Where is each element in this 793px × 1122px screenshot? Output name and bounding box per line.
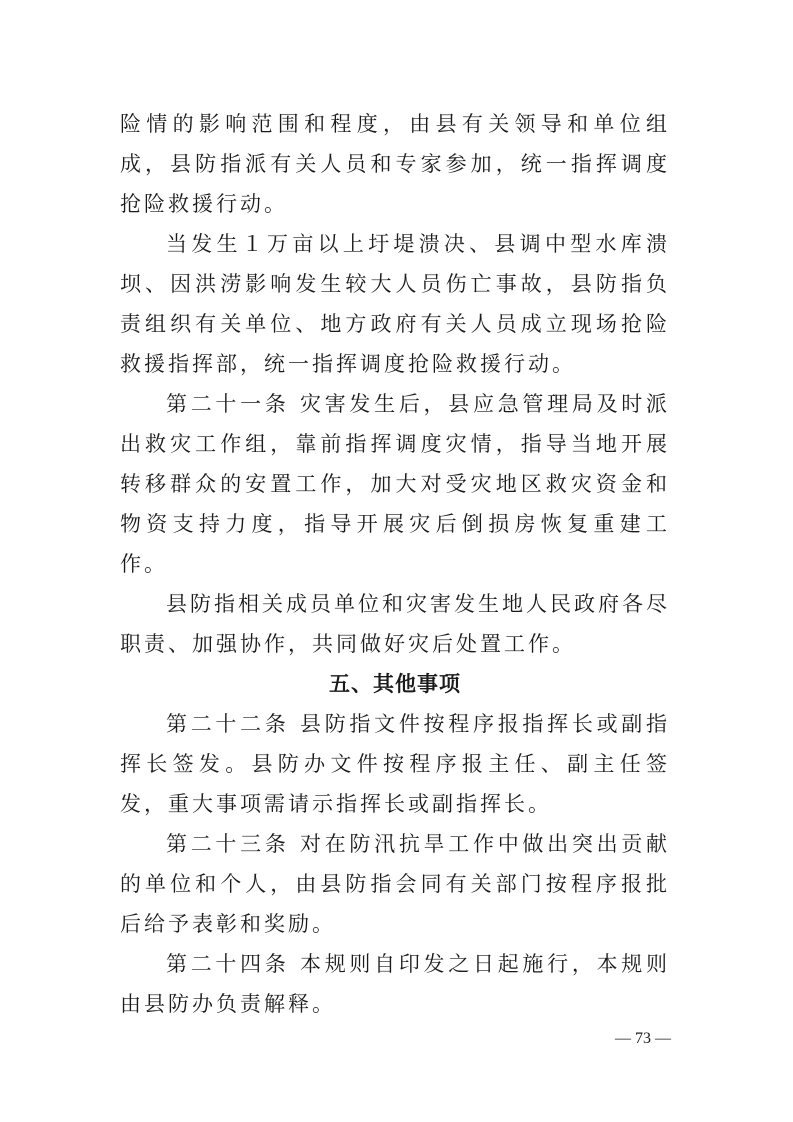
page-number: — 73 — <box>615 1030 671 1047</box>
article-24-number: 第二十四条 <box>166 952 290 976</box>
article-24 <box>120 944 670 1024</box>
article-23-text: 对在防汛抗旱工作中做出突出贡献的单位和个人，由县防指会同有关部门按程序报批后给予表彰和奖励。 <box>120 832 671 936</box>
document-body <box>120 104 670 1024</box>
paragraph-member-units: 县防指相关成员单位和灾害发生地人民政府各尽职责、加强协作，共同做好灾后处置工作。 <box>120 592 670 656</box>
paragraph-continuation: 险情的影响范围和程度，由县有关领导和单位组成，县防指派有关人员和专家参加，统一指挥调度抢险救援行动。 <box>120 112 670 216</box>
article-23-number: 第二十三条 <box>166 832 290 856</box>
article-22 <box>120 704 670 824</box>
article-24-text: 本规则自印发之日起施行，本规则由县防办负责解释。 <box>120 952 671 1016</box>
section-heading: 五、其他事项 <box>329 672 461 696</box>
article-21-text: 灾害发生后，县应急管理局及时派出救灾工作组，靠前指挥调度灾情，指导当地开展转移群众的安置工作，加大对受灾地区救灾资金和物资支持力度，指导开展灾后倒损房恢复重建工作。 <box>120 392 671 576</box>
article-22-text: 县防指文件按程序报指挥长或副指挥长签发。县防办文件按程序报主任、副主任签发，重大事项需请示指挥长或副指挥长。 <box>120 712 671 816</box>
article-21-number: 第二十一条 <box>166 392 290 416</box>
article-22-number: 第二十二条 <box>166 712 290 736</box>
article-23 <box>120 824 670 944</box>
article-21 <box>120 384 670 584</box>
paragraph-on-site-command: 当发生１万亩以上圩堤溃决、县调中型水库溃坝、因洪涝影响发生较大人员伤亡事故，县防指负责组织有关单位、地方政府有关人员成立现场抢险救援指挥部，统一指挥调度抢险救援行动。 <box>120 232 670 376</box>
